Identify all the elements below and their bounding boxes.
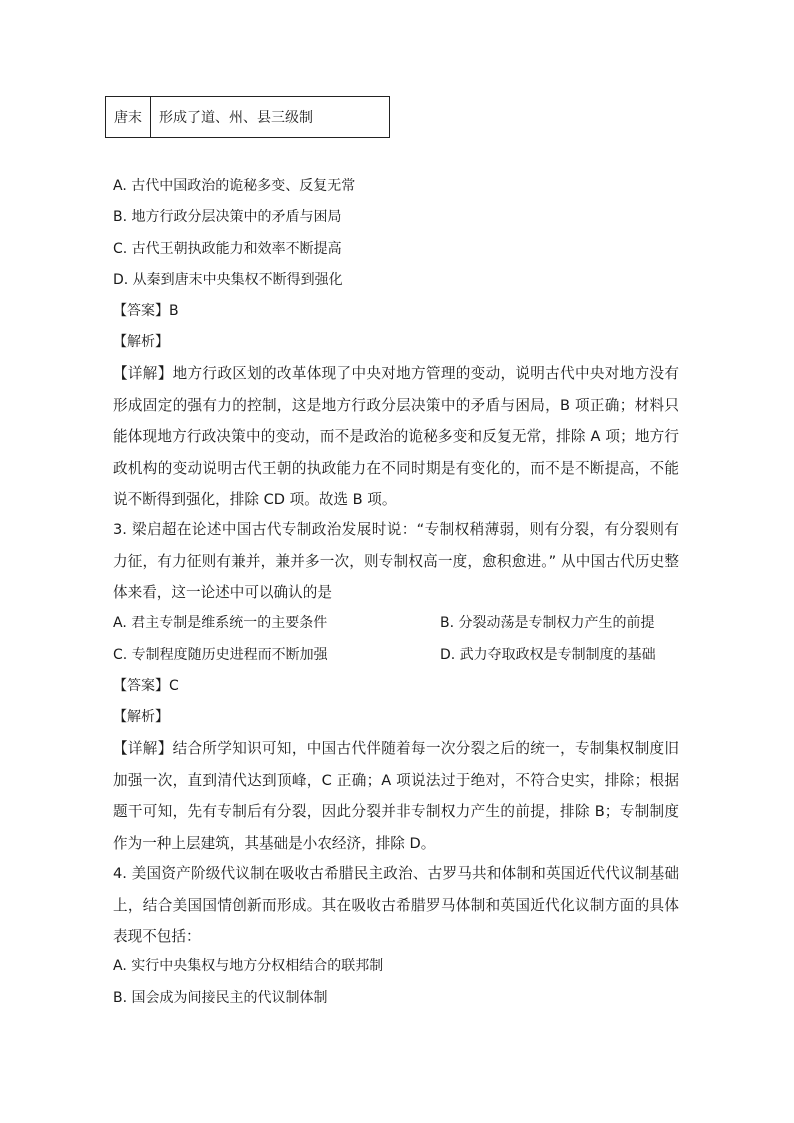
q3-answer: 【答案】C bbox=[113, 678, 179, 694]
admin-system-table bbox=[105, 96, 390, 138]
q2-option-d: D. 从秦到唐末中央集权不断得到强化 bbox=[113, 272, 343, 288]
q2-answer: 【答案】B bbox=[113, 303, 179, 319]
table-row bbox=[106, 97, 390, 138]
q3-option-a: A. 君主专制是维系统一的主要条件 bbox=[113, 615, 328, 631]
q3-stem: 3. 梁启超在论述中国古代专制政治发展时说：“专制权稍薄弱，则有分裂，有分裂则有力征，有力征则有兼并，兼并多一次，则专制权高一度，愈积愈进。” 从中国古代历史整体来看，这一论述中可以确认的是 bbox=[113, 521, 679, 601]
q4-option-b: B. 国会成为间接民主的代议制体制 bbox=[113, 990, 328, 1006]
q4-stem: 4. 美国资产阶级代议制在吸收古希腊民主政治、古罗马共和体制和英国近代代议制基础上，结合美国国情创新而形成。其在吸收古希腊罗马体制和英国近代化议制方面的具体表现不包括： bbox=[113, 865, 679, 945]
q3-detail: 【详解】结合所学知识可知，中国古代伴随着每一次分裂之后的统一，专制集权制度旧加强一次，直到清代达到顶峰，C 正确；A 项说法过于绝对，不符合史实，排除；根据题干可知，先有专制后有分裂，因此分裂并非专制权力产生的前提，排除 B；专制制度作为一种上层建筑，其基础是小农经济，排除 D。 bbox=[113, 740, 679, 852]
q2-option-a: A. 古代中国政治的诡秘多变、反复无常 bbox=[113, 178, 356, 194]
q3-option-d: D. 武力夺取政权是专制制度的基础 bbox=[440, 647, 656, 663]
table-cell-system: 形成了道、州、县三级制 bbox=[151, 97, 390, 138]
q2-option-b: B. 地方行政分层决策中的矛盾与困局 bbox=[113, 209, 342, 225]
q2-analysis-label: 【解析】 bbox=[113, 334, 169, 350]
table-cell-period: 唐末 bbox=[106, 97, 151, 138]
q3-option-b: B. 分裂动荡是专制权力产生的前提 bbox=[440, 615, 655, 631]
q2-option-c: C. 古代王朝执政能力和效率不断提高 bbox=[113, 241, 342, 257]
q3-option-c: C. 专制程度随历史进程而不断加强 bbox=[113, 647, 328, 663]
q3-analysis-label: 【解析】 bbox=[113, 709, 169, 725]
q4-option-a: A. 实行中央集权与地方分权相结合的联邦制 bbox=[113, 958, 384, 974]
q2-detail: 【详解】地方行政区划的改革体现了中央对地方管理的变动，说明古代中央对地方没有形成固定的强有力的控制，这是地方行政分层决策中的矛盾与困局，B 项正确；材料只能体现地方行政决策中的变动，而不是政治的诡秘多变和反复无常，排除 A 项；地方行政机构的变动说明古代王朝的执政能力在不同时期是有变化的，而不是不断提高，不能说不断得到强化，排除 CD 项。故选 B 项。 bbox=[113, 365, 679, 508]
